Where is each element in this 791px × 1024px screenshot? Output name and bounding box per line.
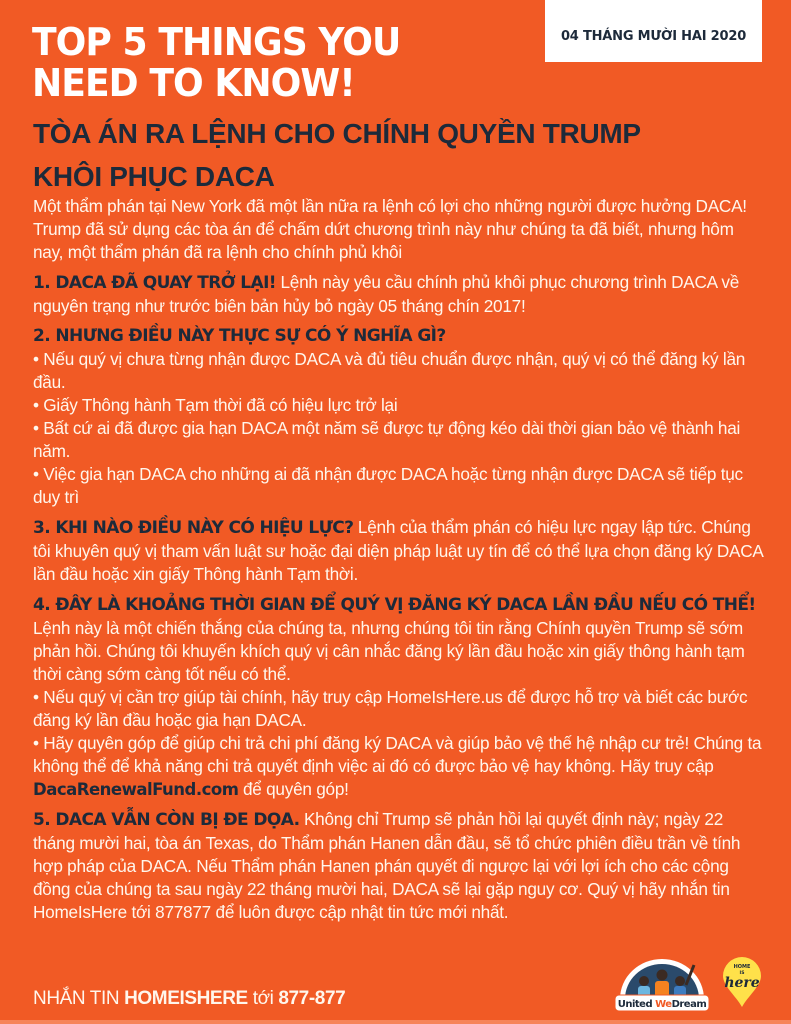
cta-keyword: HOMEISHERE <box>124 988 248 1009</box>
date-badge <box>545 0 762 62</box>
donate-text-end: để quyên góp! <box>238 779 349 799</box>
united-we-dream-logo <box>612 955 712 1013</box>
title-line-1: TOP 5 THINGS YOU <box>32 20 401 64</box>
section-heading: 1. DACA ĐÃ QUAY TRỞ LẠI! <box>33 273 276 293</box>
svg-text:here: here <box>724 975 760 991</box>
section-heading: 2. NHƯNG ĐIỀU NÀY THỰC SỰ CÓ Ý NGHĨA GÌ? <box>33 326 446 346</box>
cta-number: 877-877 <box>278 988 346 1009</box>
section-text: Lệnh này yêu cầu chính phủ khôi phục chương trình DACA về nguyên trạng như trước biên bản hủy bỏ ngày 05 tháng chín 2017! <box>33 272 740 316</box>
title-line-2: NEED TO KNOW! <box>32 61 355 105</box>
svg-text:United WeDream: United WeDream <box>617 999 707 1010</box>
donate-text: Hãy quyên góp để giúp chi trả chi phí đăng ký DACA và giúp bảo vệ thế hệ nhập cư trẻ! Chúng ta không thể để khả năng chi trả quyết định việc ai đó có được bảo vệ hay không. Hãy truy cập <box>33 733 762 776</box>
list-item: • Nếu quý vị chưa từng nhận được DACA và đủ tiêu chuẩn được nhận, quý vị có thể đăng ký lần đầu. <box>33 348 763 394</box>
date-text: 04 THÁNG MƯỜI HAI 2020 <box>560 29 747 44</box>
section-text: Không chỉ Trump sẽ phản hồi lại quyết định này; ngày 22 tháng mười hai, tòa án Texas, do Thẩm phán Hanen dẫn đầu, sẽ tổ chức phiên điều trần về tính hợp pháp của DACA. Nếu Thẩm phán Hanen phán quyết đi ngược lại với lợi ích cho các cộng đồng của chúng ta sau ngày 22 tháng mười hai, DACA sẽ lại gặp nguy cơ. Quý vị hãy nhắn tin HomeIsHere tới 877877 để luôn được cập nhật tin tức mới nhất. <box>33 809 741 922</box>
subtitle-line-2: KHÔI PHỤC DACA <box>33 161 275 192</box>
donate-list-item <box>33 732 763 801</box>
section-text: Lệnh này là một chiến thắng của chúng ta, nhưng chúng tôi tin rằng Chính quyền Trump sẽ sớm phản hồi. Chúng tôi khuyến khích quý vị cân nhắc đăng ký lần đầu hoặc xin giấy thông hành tạm thời càng sớm càng tốt nếu có thể. <box>33 618 745 684</box>
cta-middle: tới <box>247 988 279 1009</box>
daca-renewal-fund-link[interactable]: DacaRenewalFund.com <box>33 780 239 799</box>
page-title <box>32 22 400 104</box>
bottom-strip <box>0 1020 791 1024</box>
svg-text:HOME: HOME <box>733 964 751 970</box>
section-heading: 3. KHI NÀO ĐIỀU NÀY CÓ HIỆU LỰC? <box>33 518 354 538</box>
section-2 <box>33 325 763 509</box>
section-1 <box>33 271 763 318</box>
section-text: Lệnh của thẩm phán có hiệu lực ngay lập tức. Chúng tôi khuyên quý vị tham vấn luật sư hoặc đại diện pháp luật uy tín để có thể lựa chọn đăng ký DACA lần đầu hoặc xin giấy Thông hành Tạm thời. <box>33 517 763 584</box>
cta-prefix: NHẮN TIN <box>33 988 125 1009</box>
section-4 <box>33 593 763 801</box>
list-item: • Giấy Thông hành Tạm thời đã có hiệu lực trở lại <box>33 394 763 417</box>
section-3 <box>33 516 763 586</box>
list-item: • Bất cứ ai đã được gia hạn DACA một năm sẽ được tự động kéo dài thời gian bảo vệ thành hai năm. <box>33 417 763 463</box>
home-is-here-logo <box>720 956 764 1008</box>
list-item: • Nếu quý vị cần trợ giúp tài chính, hãy truy cập HomeIsHere.us để được hỗ trợ và biết các bước đăng ký lần đầu hoặc gia hạn DACA. <box>33 686 763 732</box>
section-heading: 4. ĐÂY LÀ KHOẢNG THỜI GIAN ĐỂ QUÝ VỊ ĐĂNG KÝ DACA LẦN ĐẦU NẾU CÓ THỂ! <box>33 595 756 615</box>
section-5 <box>33 808 763 924</box>
svg-text:IS: IS <box>739 971 745 976</box>
intro-paragraph: Một thẩm phán tại New York đã một lần nữa ra lệnh có lợi cho những người được hưởng DACA! Trump đã sử dụng các tòa án để chấm dứt chương trình này như chúng ta đã biết, nhưng hôm nay, một thẩm phán đã ra lệnh cho chính phủ khôi <box>33 196 747 262</box>
list-item: • Việc gia hạn DACA cho những ai đã nhận được DACA hoặc từng nhận được DACA sẽ tiếp tục duy trì <box>33 463 763 509</box>
text-cta <box>33 988 345 1010</box>
section-heading: 5. DACA VẪN CÒN BỊ ĐE DỌA. <box>33 810 300 830</box>
main-content <box>33 195 763 931</box>
subtitle-line-1: TÒA ÁN RA LỆNH CHO CHÍNH QUYỀN TRUMP <box>33 118 641 149</box>
page-subtitle <box>33 112 641 198</box>
